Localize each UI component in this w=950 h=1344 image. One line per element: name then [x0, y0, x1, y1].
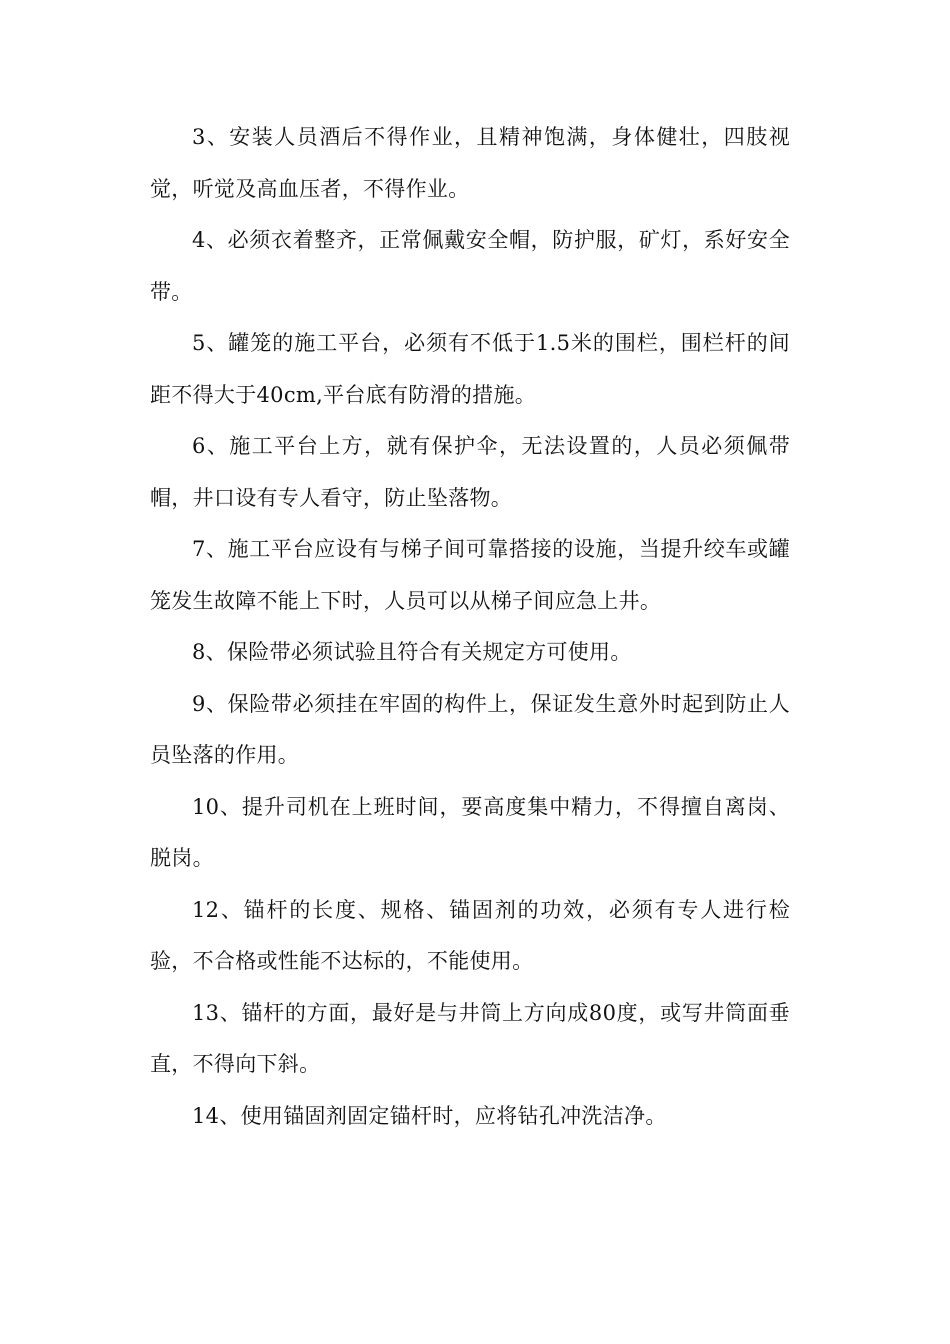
paragraph-item-4: 4、必须衣着整齐，正常佩戴安全帽，防护服，矿灯，系好安全带。 [150, 228, 790, 304]
document-body [150, 112, 790, 1142]
paragraph-item-7: 7、施工平台应设有与梯子间可靠搭接的设施，当提升绞车或罐笼发生故障不能上下时，人员可以从梯子间应急上井。 [150, 537, 790, 613]
paragraph-item-14: 14、使用锚固剂固定锚杆时，应将钻孔冲洗洁净。 [192, 1103, 667, 1128]
paragraph-item-9: 9、保险带必须挂在牢固的构件上，保证发生意外时起到防止人员坠落的作用。 [150, 691, 790, 767]
paragraph-item-8: 8、保险带必须试验且符合有关规定方可使用。 [192, 640, 632, 664]
paragraph-item-3: 3、安装人员酒后不得作业，且精神饱满，身体健壮，四肢视觉，听觉及高血压者，不得作业。 [150, 125, 790, 201]
paragraph-item-12: 12、锚杆的长度、规格、锚固剂的功效，必须有专人进行检验，不合格或性能不达标的，不能使用。 [150, 897, 790, 973]
paragraph-item-13: 13、锚杆的方面，最好是与井筒上方向成80度，或写井筒面垂直，不得向下斜。 [150, 1000, 790, 1076]
paragraph-item-5: 5、罐笼的施工平台，必须有不低于1.5米的围栏，围栏杆的间距不得大于40cm,平台底有防滑的措施。 [150, 331, 790, 407]
paragraph-item-10: 10、提升司机在上班时间，要高度集中精力，不得擅自离岗、脱岗。 [150, 794, 790, 870]
paragraph-item-6: 6、施工平台上方，就有保护伞，无法设置的，人员必须佩带帽，井口设有专人看守，防止坠落物。 [150, 434, 790, 510]
